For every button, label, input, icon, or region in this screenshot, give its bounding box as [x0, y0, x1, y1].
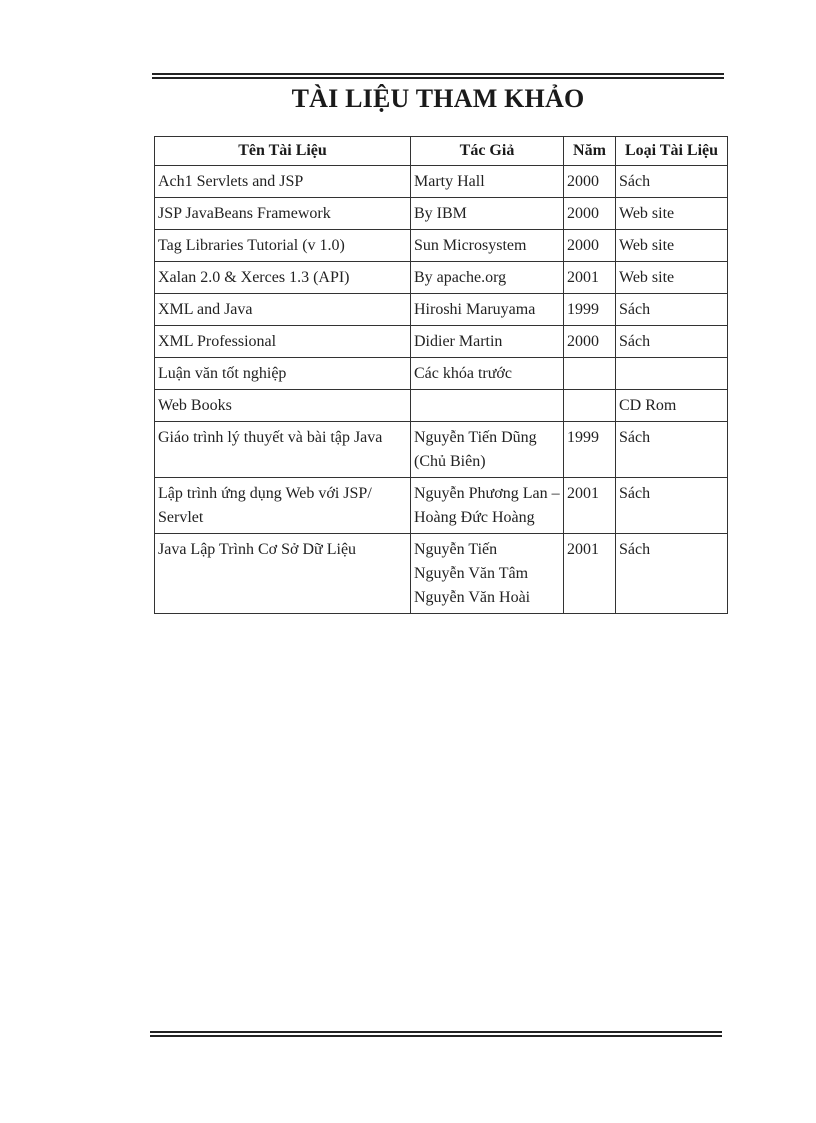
- footer-rule: [150, 1031, 722, 1039]
- cell-author: Nguyễn Tiến Dũng (Chủ Biên): [411, 422, 564, 478]
- references-table: [154, 136, 728, 614]
- table-row: [155, 422, 728, 478]
- cell-year: 2001: [564, 478, 616, 534]
- cell-author: Nguyễn Tiến Nguyễn Văn Tâm Nguyễn Văn Hoài: [411, 534, 564, 614]
- column-header-author: Tác Giả: [411, 137, 564, 166]
- cell-author: By IBM: [411, 198, 564, 230]
- cell-year: [564, 358, 616, 390]
- table-row: [155, 198, 728, 230]
- cell-year: 2000: [564, 166, 616, 198]
- cell-author: Didier Martin: [411, 326, 564, 358]
- cell-year: 1999: [564, 294, 616, 326]
- cell-type: Sách: [616, 326, 728, 358]
- cell-year: 2000: [564, 326, 616, 358]
- table-row: [155, 478, 728, 534]
- cell-year: 1999: [564, 422, 616, 478]
- cell-year: 2001: [564, 534, 616, 614]
- cell-year: 2000: [564, 230, 616, 262]
- table-row: [155, 358, 728, 390]
- cell-type: Sách: [616, 422, 728, 478]
- cell-year: 2000: [564, 198, 616, 230]
- cell-title: Xalan 2.0 & Xerces 1.3 (API): [155, 262, 411, 294]
- column-header-year: Năm: [564, 137, 616, 166]
- table-row: [155, 166, 728, 198]
- cell-type: Web site: [616, 262, 728, 294]
- cell-author: Marty Hall: [411, 166, 564, 198]
- cell-author: Nguyễn Phương Lan – Hoàng Đức Hoàng: [411, 478, 564, 534]
- cell-title: Lập trình ứng dụng Web với JSP/ Servlet: [155, 478, 411, 534]
- cell-title: Ach1 Servlets and JSP: [155, 166, 411, 198]
- cell-title: XML and Java: [155, 294, 411, 326]
- cell-title: Web Books: [155, 390, 411, 422]
- cell-type: Web site: [616, 198, 728, 230]
- cell-title: Giáo trình lý thuyết và bài tập Java: [155, 422, 411, 478]
- cell-type: CD Rom: [616, 390, 728, 422]
- table-header-row: [155, 137, 728, 166]
- cell-title: Luận văn tốt nghiệp: [155, 358, 411, 390]
- cell-title: JSP JavaBeans Framework: [155, 198, 411, 230]
- table-row: [155, 262, 728, 294]
- page-title: TÀI LIỆU THAM KHẢO: [291, 84, 585, 113]
- header-rule: [152, 73, 724, 81]
- table-row: [155, 534, 728, 614]
- cell-year: 2001: [564, 262, 616, 294]
- cell-type: Sách: [616, 534, 728, 614]
- table-row: [155, 230, 728, 262]
- table-row: [155, 294, 728, 326]
- cell-author: Các khóa trước: [411, 358, 564, 390]
- cell-type: Web site: [616, 230, 728, 262]
- table-row: [155, 326, 728, 358]
- cell-title: Tag Libraries Tutorial (v 1.0): [155, 230, 411, 262]
- cell-author: [411, 390, 564, 422]
- column-header-type: Loại Tài Liệu: [616, 137, 728, 166]
- cell-title: XML Professional: [155, 326, 411, 358]
- cell-type: Sách: [616, 166, 728, 198]
- cell-type: Sách: [616, 478, 728, 534]
- column-header-title: Tên Tài Liệu: [155, 137, 411, 166]
- cell-author: Sun Microsystem: [411, 230, 564, 262]
- cell-year: [564, 390, 616, 422]
- table-row: [155, 390, 728, 422]
- cell-title: Java Lập Trình Cơ Sở Dữ Liệu: [155, 534, 411, 614]
- cell-author: Hiroshi Maruyama: [411, 294, 564, 326]
- cell-author: By apache.org: [411, 262, 564, 294]
- cell-type: Sách: [616, 294, 728, 326]
- cell-type: [616, 358, 728, 390]
